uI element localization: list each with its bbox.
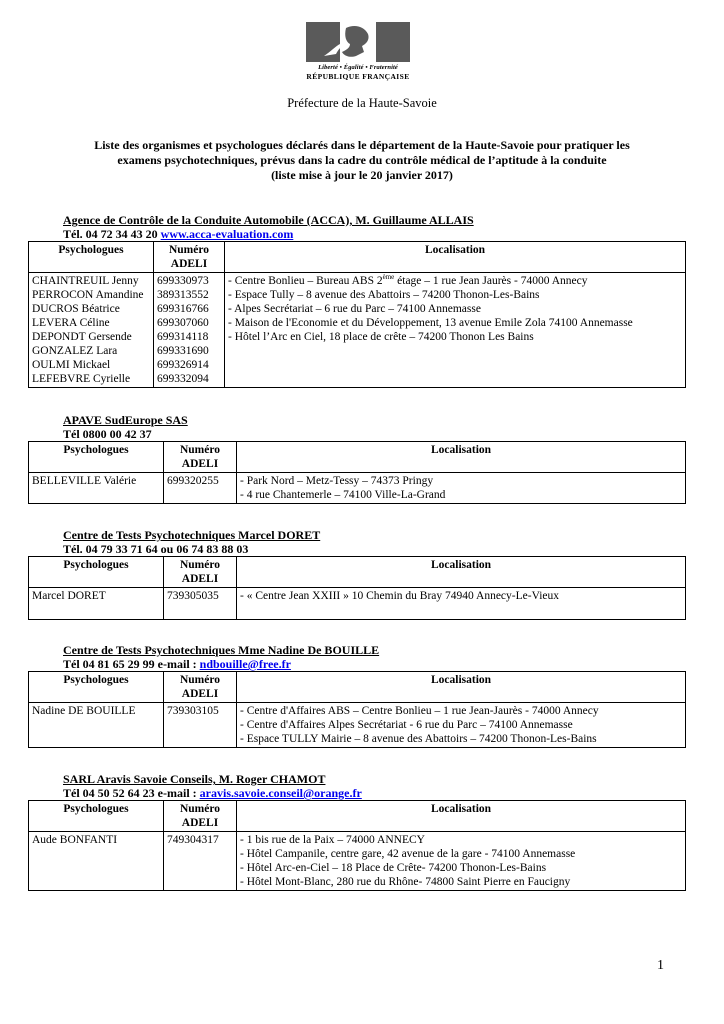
col-localisation: Localisation [237,672,686,703]
col-adeli-line2: ADELI [181,458,219,470]
phone-text: Tél. 04 72 34 43 20 [63,227,161,241]
location-line: - Maison de l'Economie et du Développement, 13 avenue Emile Zola 74100 Annemasse [228,317,633,329]
adeli-number: 699326914 [157,359,209,371]
psychologist-name: LEVERA Céline [32,317,110,329]
organization-name: Centre de Tests Psychotechniques Marcel DORET [63,528,321,542]
location-text: étage – 1 rue Jean Jaurès - 74000 Annecy [397,275,588,287]
location-line [228,274,682,288]
title-line-2: examens psychotechniques, prévus dans la cadre du contrôle médical de l’aptitude à la conduite [117,153,607,167]
table-header-row [29,557,686,588]
location-line: - Centre d'Affaires ABS – Centre Bonlieu – 1 rue Jean-Jaurès - 74000 Annecy [240,705,599,717]
title-line-3: (liste mise à jour le 20 janvier 2017) [271,168,453,182]
col-adeli-line1: Numéro [179,444,221,456]
psychologists-table [28,671,686,748]
document-title [40,138,684,183]
col-localisation: Localisation [237,801,686,832]
section-aravis [28,772,686,891]
psychologists-table [28,800,686,891]
organization-name: APAVE SudEurope SAS [63,413,188,427]
organization-contact [63,657,686,671]
prefecture-name: Préfecture de la Haute-Savoie [287,96,437,110]
col-adeli-line2: ADELI [181,573,219,585]
psychologist-name: DEPONDT Gersende [32,331,132,343]
adeli-number: 699320255 [164,473,237,504]
table-row [29,832,686,891]
table-header-row [29,672,686,703]
adeli-number: 739303105 [164,703,237,748]
table-row [29,588,686,620]
section-de-bouille [28,643,686,748]
organization-name: Centre de Tests Psychotechniques Mme Nadine De BOUILLE [63,643,380,657]
email-link[interactable]: ndbouille@free.fr [199,657,291,671]
location-line: - Hôtel Mont-Blanc, 280 rue du Rhône- 74800 Saint Pierre en Faucigny [240,876,571,888]
col-psychologues: Psychologues [29,242,154,273]
location-line: - 4 rue Chantemerle – 74100 Ville-La-Grand [240,489,446,501]
adeli-number: 699330973 [157,275,209,287]
location-line: - 1 bis rue de la Paix – 74000 ANNECY [240,834,425,846]
republique-francaise: RÉPUBLIQUE FRANÇAISE [306,72,410,81]
website-link[interactable]: www.acca-evaluation.com [160,227,294,241]
col-adeli [164,442,237,473]
adeli-number: 699307060 [157,317,209,329]
col-localisation: Localisation [237,442,686,473]
adeli-number: 699331690 [157,345,209,357]
adeli-number: 699316766 [157,303,209,315]
adeli-cell [154,273,225,388]
table-row [29,273,686,388]
psychologist-name: LEFEBVRE Cyrielle [32,373,131,385]
psychologist-name: OULMI Mickael [32,359,111,371]
adeli-number: 699314118 [157,331,209,343]
psychologists-cell [29,273,154,388]
col-adeli-line1: Numéro [179,559,221,571]
col-adeli [164,672,237,703]
psychologists-table [28,241,686,388]
psychologist-name: Marcel DORET [29,588,164,620]
section-doret [28,528,686,620]
psychologist-name: Aude BONFANTI [29,832,164,891]
location-line: - Espace Tully – 8 avenue des Abattoirs – 74200 Thonon-Les-Bains [228,289,540,301]
locations-cell [237,832,686,891]
psychologist-name: PERROCON Amandine [32,289,144,301]
location-line: - Hôtel Campanile, centre gare, 42 avenue de la gare - 74100 Annemasse [240,848,576,860]
location-line: - Centre d'Affaires Alpes Secrétariat - 6 rue du Parc – 74100 Annemasse [240,719,573,731]
col-adeli-line2: ADELI [181,817,219,829]
adeli-number: 749304317 [164,832,237,891]
location-line: - Hôtel l’Arc en Ciel, 18 place de crête – 74200 Thonon Les Bains [228,331,534,343]
adeli-number: 699332094 [157,373,209,385]
psychologist-name: BELLEVILLE Valérie [29,473,164,504]
location-line: - « Centre Jean XXIII » 10 Chemin du Bray 74940 Annecy-Le-Vieux [237,588,686,620]
phone-text: Tél 04 81 65 29 99 e-mail : [63,657,200,671]
locations-cell [225,273,686,388]
organization-contact [63,786,686,800]
marianne-emblem-icon [306,22,410,62]
col-adeli-line2: ADELI [181,688,219,700]
table-row [29,473,686,504]
col-psychologues: Psychologues [29,801,164,832]
col-adeli [154,242,225,273]
psychologist-name: DUCROS Béatrice [32,303,120,315]
superscript: ème [382,273,395,282]
table-row [29,703,686,748]
table-header-row [29,801,686,832]
page-number: 1 [657,958,664,973]
locations-cell [237,473,686,504]
republique-francaise-logo [306,22,410,86]
psychologist-name: GONZALEZ Lara [32,345,118,357]
col-localisation: Localisation [225,242,686,273]
location-text: - Centre Bonlieu – Bureau ABS 2 [228,275,383,287]
col-psychologues: Psychologues [29,672,164,703]
col-adeli [164,801,237,832]
phone-text: Tél 04 50 52 64 23 e-mail : [63,786,200,800]
section-acca [28,213,686,388]
col-adeli-line1: Numéro [179,674,221,686]
col-psychologues: Psychologues [29,557,164,588]
adeli-number: 739305035 [164,588,237,620]
locations-cell [237,703,686,748]
location-line: - Park Nord – Metz-Tessy – 74373 Pringy [240,475,434,487]
table-header-row [29,242,686,273]
location-line: - Hôtel Arc-en-Ciel – 18 Place de Crête- 74200 Thonon-Les-Bains [240,862,547,874]
location-line: - Espace TULLY Mairie – 8 avenue des Abattoirs – 74200 Thonon-Les-Bains [240,733,597,745]
motto: Liberté • Égalité • Fraternité [318,64,398,71]
email-link[interactable]: aravis.savoie.conseil@orange.fr [199,786,362,800]
col-localisation: Localisation [237,557,686,588]
col-adeli-line1: Numéro [168,244,210,256]
psychologist-name: Nadine DE BOUILLE [29,703,164,748]
psychologists-table [28,441,686,504]
section-apave [28,413,686,504]
organization-contact: Tél. 04 79 33 71 64 ou 06 74 83 88 03 [63,542,249,556]
col-psychologues: Psychologues [29,442,164,473]
col-adeli-line2: ADELI [170,258,208,270]
psychologist-name: CHAINTREUIL Jenny [32,275,139,287]
organization-name: Agence de Contrôle de la Conduite Automobile (ACCA), M. Guillaume ALLAIS [63,213,474,227]
organization-name: SARL Aravis Savoie Conseils, M. Roger CHAMOT [63,772,326,786]
adeli-number: 389313552 [157,289,209,301]
location-line: - Alpes Secrétariat – 6 rue du Parc – 74100 Annemasse [228,303,481,315]
col-adeli [164,557,237,588]
title-line-1: Liste des organismes et psychologues déclarés dans le département de la Haute-Savoie pour pratiquer les [94,138,630,152]
col-adeli-line1: Numéro [179,803,221,815]
organization-contact [63,227,686,241]
table-header-row [29,442,686,473]
psychologists-table [28,556,686,620]
organization-contact: Tél 0800 00 42 37 [63,427,152,441]
